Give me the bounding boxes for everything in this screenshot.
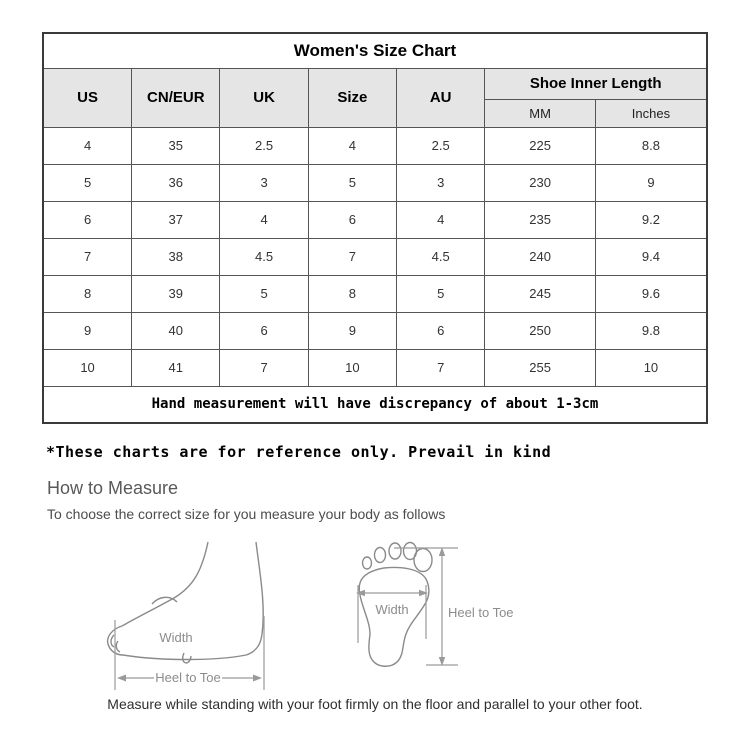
side-view-width-label: Width	[159, 630, 193, 645]
size-cell: 2.5	[220, 127, 308, 164]
size-cell: 3	[220, 164, 308, 201]
column-header-us: US	[43, 68, 132, 127]
size-cell: 5	[220, 275, 308, 312]
column-header-inches: Inches	[595, 99, 707, 127]
size-cell: 4.5	[397, 238, 485, 275]
size-cell: 38	[132, 238, 220, 275]
reference-note: *These charts are for reference only. Prevail in kind	[46, 443, 552, 461]
side-view-length-label: Heel to Toe	[155, 670, 221, 685]
size-cell: 39	[132, 275, 220, 312]
size-cell: 7	[43, 238, 132, 275]
size-cell: 8	[43, 275, 132, 312]
size-cell: 10	[308, 349, 396, 386]
size-cell: 9	[43, 312, 132, 349]
measure-caption: Measure while standing with your foot firmly on the floor and parallel to your other foot.	[107, 696, 643, 712]
size-cell: 255	[485, 349, 596, 386]
how-to-measure-subheading: To choose the correct size for you measure your body as follows	[47, 506, 446, 522]
foot-top-view-diagram	[350, 535, 530, 680]
size-cell: 10	[43, 349, 132, 386]
size-cell: 8.8	[595, 127, 707, 164]
table-row	[43, 349, 707, 386]
table-footnote-row	[43, 386, 707, 423]
size-cell: 9	[308, 312, 396, 349]
size-cell: 245	[485, 275, 596, 312]
size-cell: 35	[132, 127, 220, 164]
size-cell: 4	[397, 201, 485, 238]
size-cell: 6	[397, 312, 485, 349]
table-row	[43, 201, 707, 238]
size-cell: 6	[308, 201, 396, 238]
size-chart-table	[42, 32, 708, 424]
column-header-size: Size	[308, 68, 396, 127]
size-cell: 4	[220, 201, 308, 238]
size-cell: 37	[132, 201, 220, 238]
size-cell: 6	[220, 312, 308, 349]
size-cell: 36	[132, 164, 220, 201]
column-header-cneur: CN/EUR	[132, 68, 220, 127]
arrow-left-icon	[117, 675, 126, 682]
table-row	[43, 164, 707, 201]
size-cell: 6	[43, 201, 132, 238]
size-cell: 7	[308, 238, 396, 275]
column-header-uk: UK	[220, 68, 308, 127]
size-cell: 235	[485, 201, 596, 238]
size-cell: 9.8	[595, 312, 707, 349]
table-footnote: Hand measurement will have discrepancy of about 1-3cm	[43, 386, 707, 423]
size-cell: 230	[485, 164, 596, 201]
top-view-width-label: Width	[375, 602, 409, 617]
top-view-length-label: Heel to Toe	[448, 605, 514, 620]
table-title: Women's Size Chart	[43, 33, 707, 68]
size-cell: 8	[308, 275, 396, 312]
how-to-measure-heading: How to Measure	[47, 478, 179, 498]
column-header-mm: MM	[485, 99, 596, 127]
size-cell: 5	[43, 164, 132, 201]
size-cell: 40	[132, 312, 220, 349]
size-cell: 7	[220, 349, 308, 386]
size-cell: 5	[397, 275, 485, 312]
column-header-inner-length: Shoe Inner Length	[485, 68, 707, 99]
table-row	[43, 312, 707, 349]
size-cell: 2.5	[397, 127, 485, 164]
table-row	[43, 127, 707, 164]
table-row	[43, 238, 707, 275]
size-cell: 5	[308, 164, 396, 201]
size-cell: 7	[397, 349, 485, 386]
size-table-body	[43, 127, 707, 386]
foot-side-view-diagram	[98, 540, 293, 695]
size-cell: 41	[132, 349, 220, 386]
size-cell: 4	[43, 127, 132, 164]
size-cell: 4.5	[220, 238, 308, 275]
size-cell: 9.2	[595, 201, 707, 238]
column-header-au: AU	[397, 68, 485, 127]
table-title-row	[43, 33, 707, 68]
arrow-right-icon	[253, 675, 262, 682]
size-cell: 4	[308, 127, 396, 164]
table-header-row	[43, 68, 707, 99]
table-row	[43, 275, 707, 312]
size-cell: 225	[485, 127, 596, 164]
size-cell: 9	[595, 164, 707, 201]
size-cell: 9.4	[595, 238, 707, 275]
size-cell: 9.6	[595, 275, 707, 312]
size-cell: 10	[595, 349, 707, 386]
arrow-right-icon	[419, 590, 428, 596]
size-cell: 240	[485, 238, 596, 275]
size-cell: 3	[397, 164, 485, 201]
size-cell: 250	[485, 312, 596, 349]
